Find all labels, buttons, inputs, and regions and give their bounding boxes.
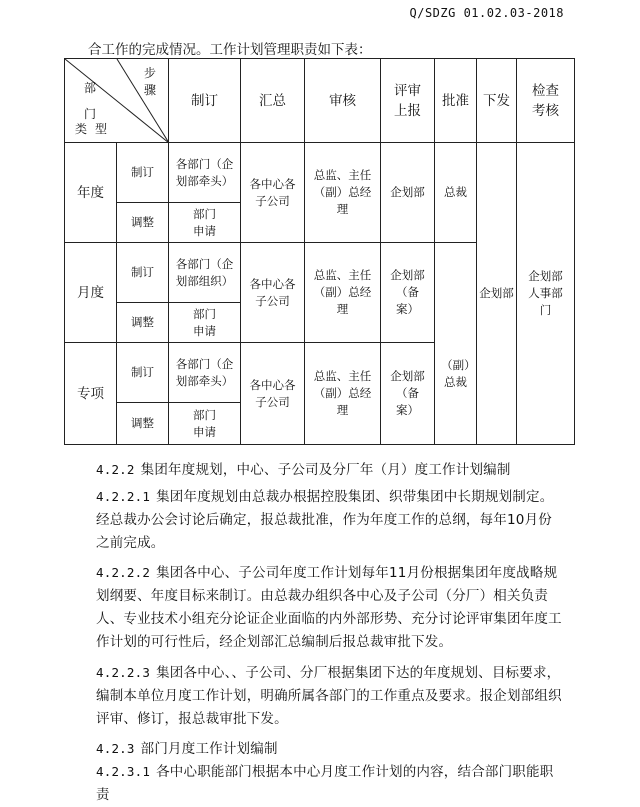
- zhiding-cell: 各部门（企划部组织）: [169, 243, 241, 303]
- document-code: Q/SDZG 01.02.03-2018: [409, 6, 564, 20]
- zhiding-cell: 部门申请: [169, 403, 241, 445]
- header-huizong: 汇总: [241, 59, 305, 143]
- corner-step-label: 步骤: [143, 66, 156, 97]
- xiafa-cell: 企划部: [477, 143, 517, 445]
- shenhe-cell: 总监、主任（副）总经理: [305, 143, 381, 243]
- sub-zhiding: 制订: [117, 243, 169, 303]
- pizhun-cell: 总裁: [435, 143, 477, 243]
- header-jiancha: 检查考核: [517, 59, 575, 143]
- header-corner-cell: [65, 59, 169, 143]
- pingshen-cell: 企划部: [381, 143, 435, 243]
- corner-type-label: 类型: [75, 122, 116, 136]
- huizong-cell: 各中心各子公司: [241, 143, 305, 243]
- sub-zhiding: 制订: [117, 343, 169, 403]
- type-monthly: 月度: [65, 243, 117, 343]
- pingshen-cell: 企划部（备案）: [381, 343, 435, 445]
- header-xiafa: 下发: [477, 59, 517, 143]
- sub-tiaozheng: 调整: [117, 403, 169, 445]
- zhiding-cell: 各部门（企划部牵头）: [169, 143, 241, 203]
- paragraph: 4.2.2.3 集团各中心、、子公司、分厂根据集团下达的年度规划、目标要求，编制本单位月度工作计划，明确所属各部门的工作重点及要求。报企划部组织评审、修订，报总裁审批下发。: [96, 665, 562, 727]
- section-heading: 4.2.3 部门月度工作计划编制: [96, 741, 278, 757]
- zhiding-cell: 各部门（企划部牵头）: [169, 343, 241, 403]
- pizhun-shared-cell: （副）总裁: [435, 243, 477, 445]
- header-pizhun: 批准: [435, 59, 477, 143]
- paragraph: 4.2.2.2 集团各中心、子公司年度工作计划每年11月份根据集团年度战略规划纲要、年度目标来制订。由总裁办组织各中心及子公司（分厂）相关负责人、专业技术小组充分论证企业面临的内外部形势、充分讨论评审集团年度工作计划的可行性后，经企划部汇总编制后报总裁审批下发。: [96, 565, 562, 650]
- sub-zhiding: 制订: [117, 143, 169, 203]
- zhiding-cell: 部门申请: [169, 303, 241, 343]
- huizong-cell: 各中心各子公司: [241, 243, 305, 343]
- shenhe-cell: 总监、主任（副）总经理: [305, 243, 381, 343]
- sub-tiaozheng: 调整: [117, 203, 169, 243]
- type-special: 专项: [65, 343, 117, 445]
- huizong-cell: 各中心各子公司: [241, 343, 305, 445]
- responsibility-table: [64, 58, 575, 445]
- zhiding-cell: 部门申请: [169, 203, 241, 243]
- section-heading: 4.2.2 集团年度规划，中心、子公司及分厂年（月）度工作计划编制: [96, 462, 511, 478]
- header-zhiding: 制订: [169, 59, 241, 143]
- jiancha-cell: 企划部人事部门: [517, 143, 575, 445]
- paragraph: 4.2.3.1 各中心职能部门根据本中心月度工作计划的内容，结合部门职能职责: [96, 764, 554, 803]
- paragraph: 4.2.2.1 集团年度规划由总裁办根据控股集团、织带集团中长期规划制定。经总裁办公会讨论后确定，报总裁批准，作为年度工作的总纲，每年10月份之前完成。: [96, 489, 554, 551]
- sub-tiaozheng: 调整: [117, 303, 169, 343]
- pingshen-cell: 企划部（备案）: [381, 243, 435, 343]
- corner-dept-label: 部门: [83, 81, 114, 121]
- intro-text: 合工作的完成情况。工作计划管理职责如下表：: [88, 42, 372, 58]
- type-annual: 年度: [65, 143, 117, 243]
- header-shenhe: 审核: [305, 59, 381, 143]
- header-pingshen: 评审上报: [381, 59, 435, 143]
- shenhe-cell: 总监、主任（副）总经理: [305, 343, 381, 445]
